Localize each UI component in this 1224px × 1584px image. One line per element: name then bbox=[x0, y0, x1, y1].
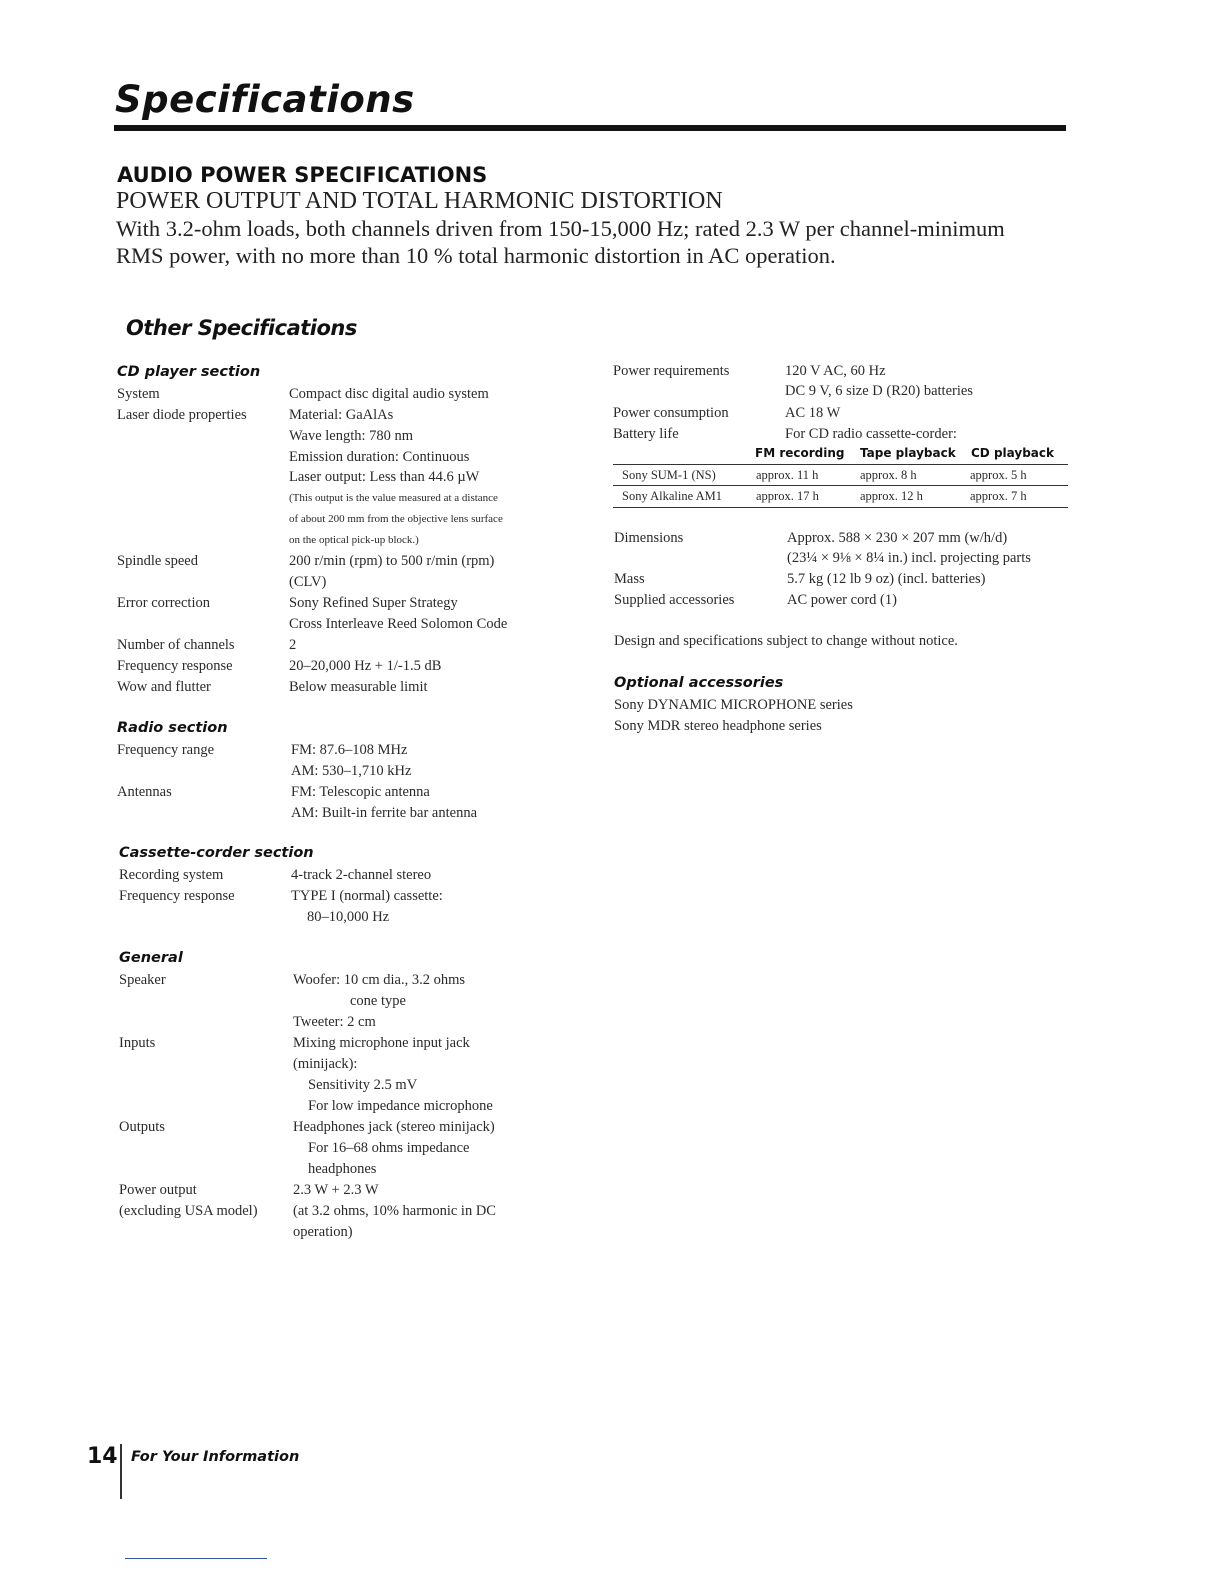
spec-label: Frequency response bbox=[117, 658, 233, 674]
title-rule bbox=[114, 125, 1066, 131]
spec-value: headphones bbox=[308, 1161, 377, 1177]
accessories-row bbox=[614, 590, 1064, 611]
spec-label: Wow and flutter bbox=[117, 679, 211, 695]
table-cell: approx. 8 h bbox=[860, 468, 917, 482]
spec-label: Inputs bbox=[119, 1035, 156, 1051]
spec-note: of about 200 mm from the objective lens surface bbox=[289, 513, 503, 525]
other-specs-heading: Other Specifications bbox=[126, 316, 357, 340]
radio-antenna-row bbox=[117, 782, 577, 803]
table-row bbox=[613, 465, 1068, 485]
mass-row bbox=[614, 569, 1064, 590]
spec-value: 120 V AC, 60 Hz bbox=[785, 363, 886, 379]
cassette-section-heading: Cassette-corder section bbox=[119, 845, 314, 861]
spec-value: TYPE I (normal) cassette: bbox=[291, 888, 443, 904]
footer-section: For Your Information bbox=[131, 1449, 300, 1465]
power-paragraph: With 3.2-ohm loads, both channels driven from 150-15,000 Hz; rated 2.3 W per channel-minimum RMS power, with no more than 10 % total harmonic distortion in AC operation. bbox=[116, 216, 1005, 268]
spec-value: 2 bbox=[289, 637, 297, 653]
spec-value: DC 9 V, 6 size D (R20) batteries bbox=[785, 383, 973, 399]
spec-label: Frequency response bbox=[119, 888, 235, 904]
spec-label: Supplied accessories bbox=[614, 592, 735, 608]
spec-label: Laser diode properties bbox=[117, 407, 247, 423]
spec-label: Error correction bbox=[117, 595, 210, 611]
spec-note: on the optical pick-up block.) bbox=[289, 534, 419, 546]
spec-value: cone type bbox=[350, 993, 406, 1009]
spec-value: For 16–68 ohms impedance bbox=[308, 1140, 470, 1156]
spec-value: Material: GaAlAs bbox=[289, 407, 394, 423]
spec-label: Speaker bbox=[119, 972, 166, 988]
spec-note: (This output is the value measured at a distance bbox=[289, 492, 498, 504]
general-power-row bbox=[119, 1180, 579, 1201]
cd-system-row bbox=[117, 384, 577, 405]
spec-value: FM: 87.6–108 MHz bbox=[291, 742, 408, 758]
spec-value: For CD radio cassette-corder: bbox=[785, 426, 957, 442]
spec-value: (minijack): bbox=[293, 1056, 358, 1072]
notice-text: Design and specifications subject to change without notice. bbox=[614, 633, 958, 649]
radio-section-heading: Radio section bbox=[117, 720, 228, 736]
spec-value: Laser output: Less than 44.6 µW bbox=[289, 469, 480, 485]
audio-heading: AUDIO POWER SPECIFICATIONS bbox=[117, 163, 488, 187]
spec-value: (at 3.2 ohms, 10% harmonic in DC bbox=[293, 1203, 496, 1219]
spec-value: Compact disc digital audio system bbox=[289, 386, 489, 402]
power-req-row bbox=[613, 361, 1063, 382]
cd-channels-row bbox=[117, 635, 577, 656]
spec-value: Sony Refined Super Strategy bbox=[289, 595, 458, 611]
table-header: FM recording bbox=[755, 446, 845, 460]
spec-value: AC 18 W bbox=[785, 405, 841, 421]
spec-value: AM: Built-in ferrite bar antenna bbox=[291, 805, 478, 821]
spec-label: Outputs bbox=[119, 1119, 165, 1135]
spec-value: Cross Interleave Reed Solomon Code bbox=[289, 616, 508, 632]
spec-label: Power consumption bbox=[613, 405, 729, 421]
general-inputs-row bbox=[119, 1033, 579, 1054]
table-row bbox=[613, 486, 1068, 506]
spec-value: Tweeter: 2 cm bbox=[293, 1014, 376, 1030]
general-section-heading: General bbox=[119, 950, 183, 966]
spec-value: AM: 530–1,710 kHz bbox=[291, 763, 412, 779]
spec-value: For low impedance microphone bbox=[308, 1098, 493, 1114]
spec-value: FM: Telescopic antenna bbox=[291, 784, 430, 800]
page-number: 14 bbox=[87, 1444, 118, 1469]
bottom-line bbox=[125, 1558, 267, 1559]
spec-value: Headphones jack (stereo minijack) bbox=[293, 1119, 495, 1135]
cd-wow-row bbox=[117, 677, 577, 698]
spec-value: 2.3 W + 2.3 W bbox=[293, 1182, 379, 1198]
spec-label: Dimensions bbox=[614, 530, 684, 546]
cd-section-heading: CD player section bbox=[117, 364, 261, 380]
spec-label: Battery life bbox=[613, 426, 679, 442]
spec-value: 80–10,000 Hz bbox=[307, 909, 390, 925]
table-cell: approx. 11 h bbox=[756, 468, 819, 482]
spec-value: Below measurable limit bbox=[289, 679, 428, 695]
spec-value: (23¼ × 9⅛ × 8¼ in.) incl. projecting parts bbox=[787, 550, 1031, 566]
table-rule bbox=[613, 507, 1068, 508]
page-title: Specifications bbox=[115, 78, 415, 121]
spec-label: (excluding USA model) bbox=[119, 1203, 258, 1219]
spec-value: Wave length: 780 nm bbox=[289, 428, 414, 444]
cd-freq-row bbox=[117, 656, 577, 677]
general-outputs-row bbox=[119, 1117, 579, 1138]
power-subheading: POWER OUTPUT AND TOTAL HARMONIC DISTORTION bbox=[116, 188, 723, 214]
table-cell: approx. 7 h bbox=[970, 489, 1027, 503]
radio-range-row bbox=[117, 740, 577, 761]
cassette-freq-row bbox=[119, 886, 579, 907]
spec-label: Power output bbox=[119, 1182, 197, 1198]
spec-value: Emission duration: Continuous bbox=[289, 449, 470, 465]
spec-value: operation) bbox=[293, 1224, 353, 1240]
optional-item: Sony DYNAMIC MICROPHONE series bbox=[614, 697, 853, 713]
cd-spindle-row bbox=[117, 551, 577, 572]
spec-label: Antennas bbox=[117, 784, 172, 800]
spec-value: (CLV) bbox=[289, 574, 327, 590]
general-power-row-2 bbox=[119, 1201, 579, 1222]
spec-value: Approx. 588 × 230 × 207 mm (w/h/d) bbox=[787, 530, 1008, 546]
spec-label: System bbox=[117, 386, 160, 402]
power-consumption-row bbox=[613, 403, 1063, 424]
dimensions-row bbox=[614, 528, 1064, 549]
table-cell: Sony SUM-1 (NS) bbox=[622, 468, 716, 482]
table-header: Tape playback bbox=[860, 446, 956, 460]
battery-life-row bbox=[613, 424, 1063, 445]
cd-laser-row bbox=[117, 405, 577, 426]
table-cell: approx. 5 h bbox=[970, 468, 1027, 482]
cassette-rec-row bbox=[119, 865, 579, 886]
general-speaker-row bbox=[119, 970, 579, 991]
spec-value: 4-track 2-channel stereo bbox=[291, 867, 432, 883]
optional-item: Sony MDR stereo headphone series bbox=[614, 718, 822, 734]
spec-value: Woofer: 10 cm dia., 3.2 ohms bbox=[293, 972, 465, 988]
table-cell: approx. 17 h bbox=[756, 489, 819, 503]
spec-label: Number of channels bbox=[117, 637, 235, 653]
cd-error-row bbox=[117, 593, 577, 614]
table-header: CD playback bbox=[971, 446, 1054, 460]
spec-label: Mass bbox=[614, 571, 645, 587]
spec-value: Mixing microphone input jack bbox=[293, 1035, 470, 1051]
optional-heading: Optional accessories bbox=[614, 675, 784, 691]
spec-label: Frequency range bbox=[117, 742, 215, 758]
spec-value: 20–20,000 Hz + 1/-1.5 dB bbox=[289, 658, 442, 674]
spec-value: Sensitivity 2.5 mV bbox=[308, 1077, 418, 1093]
spec-label: Power requirements bbox=[613, 363, 730, 379]
table-cell: Sony Alkaline AM1 bbox=[622, 489, 723, 503]
footer-divider bbox=[120, 1444, 122, 1499]
spec-label: Recording system bbox=[119, 867, 224, 883]
spec-value: 5.7 kg (12 lb 9 oz) (incl. batteries) bbox=[787, 571, 986, 587]
table-cell: approx. 12 h bbox=[860, 489, 923, 503]
spec-value: 200 r/min (rpm) to 500 r/min (rpm) bbox=[289, 553, 495, 569]
spec-value: AC power cord (1) bbox=[787, 592, 897, 608]
spec-label: Spindle speed bbox=[117, 553, 198, 569]
